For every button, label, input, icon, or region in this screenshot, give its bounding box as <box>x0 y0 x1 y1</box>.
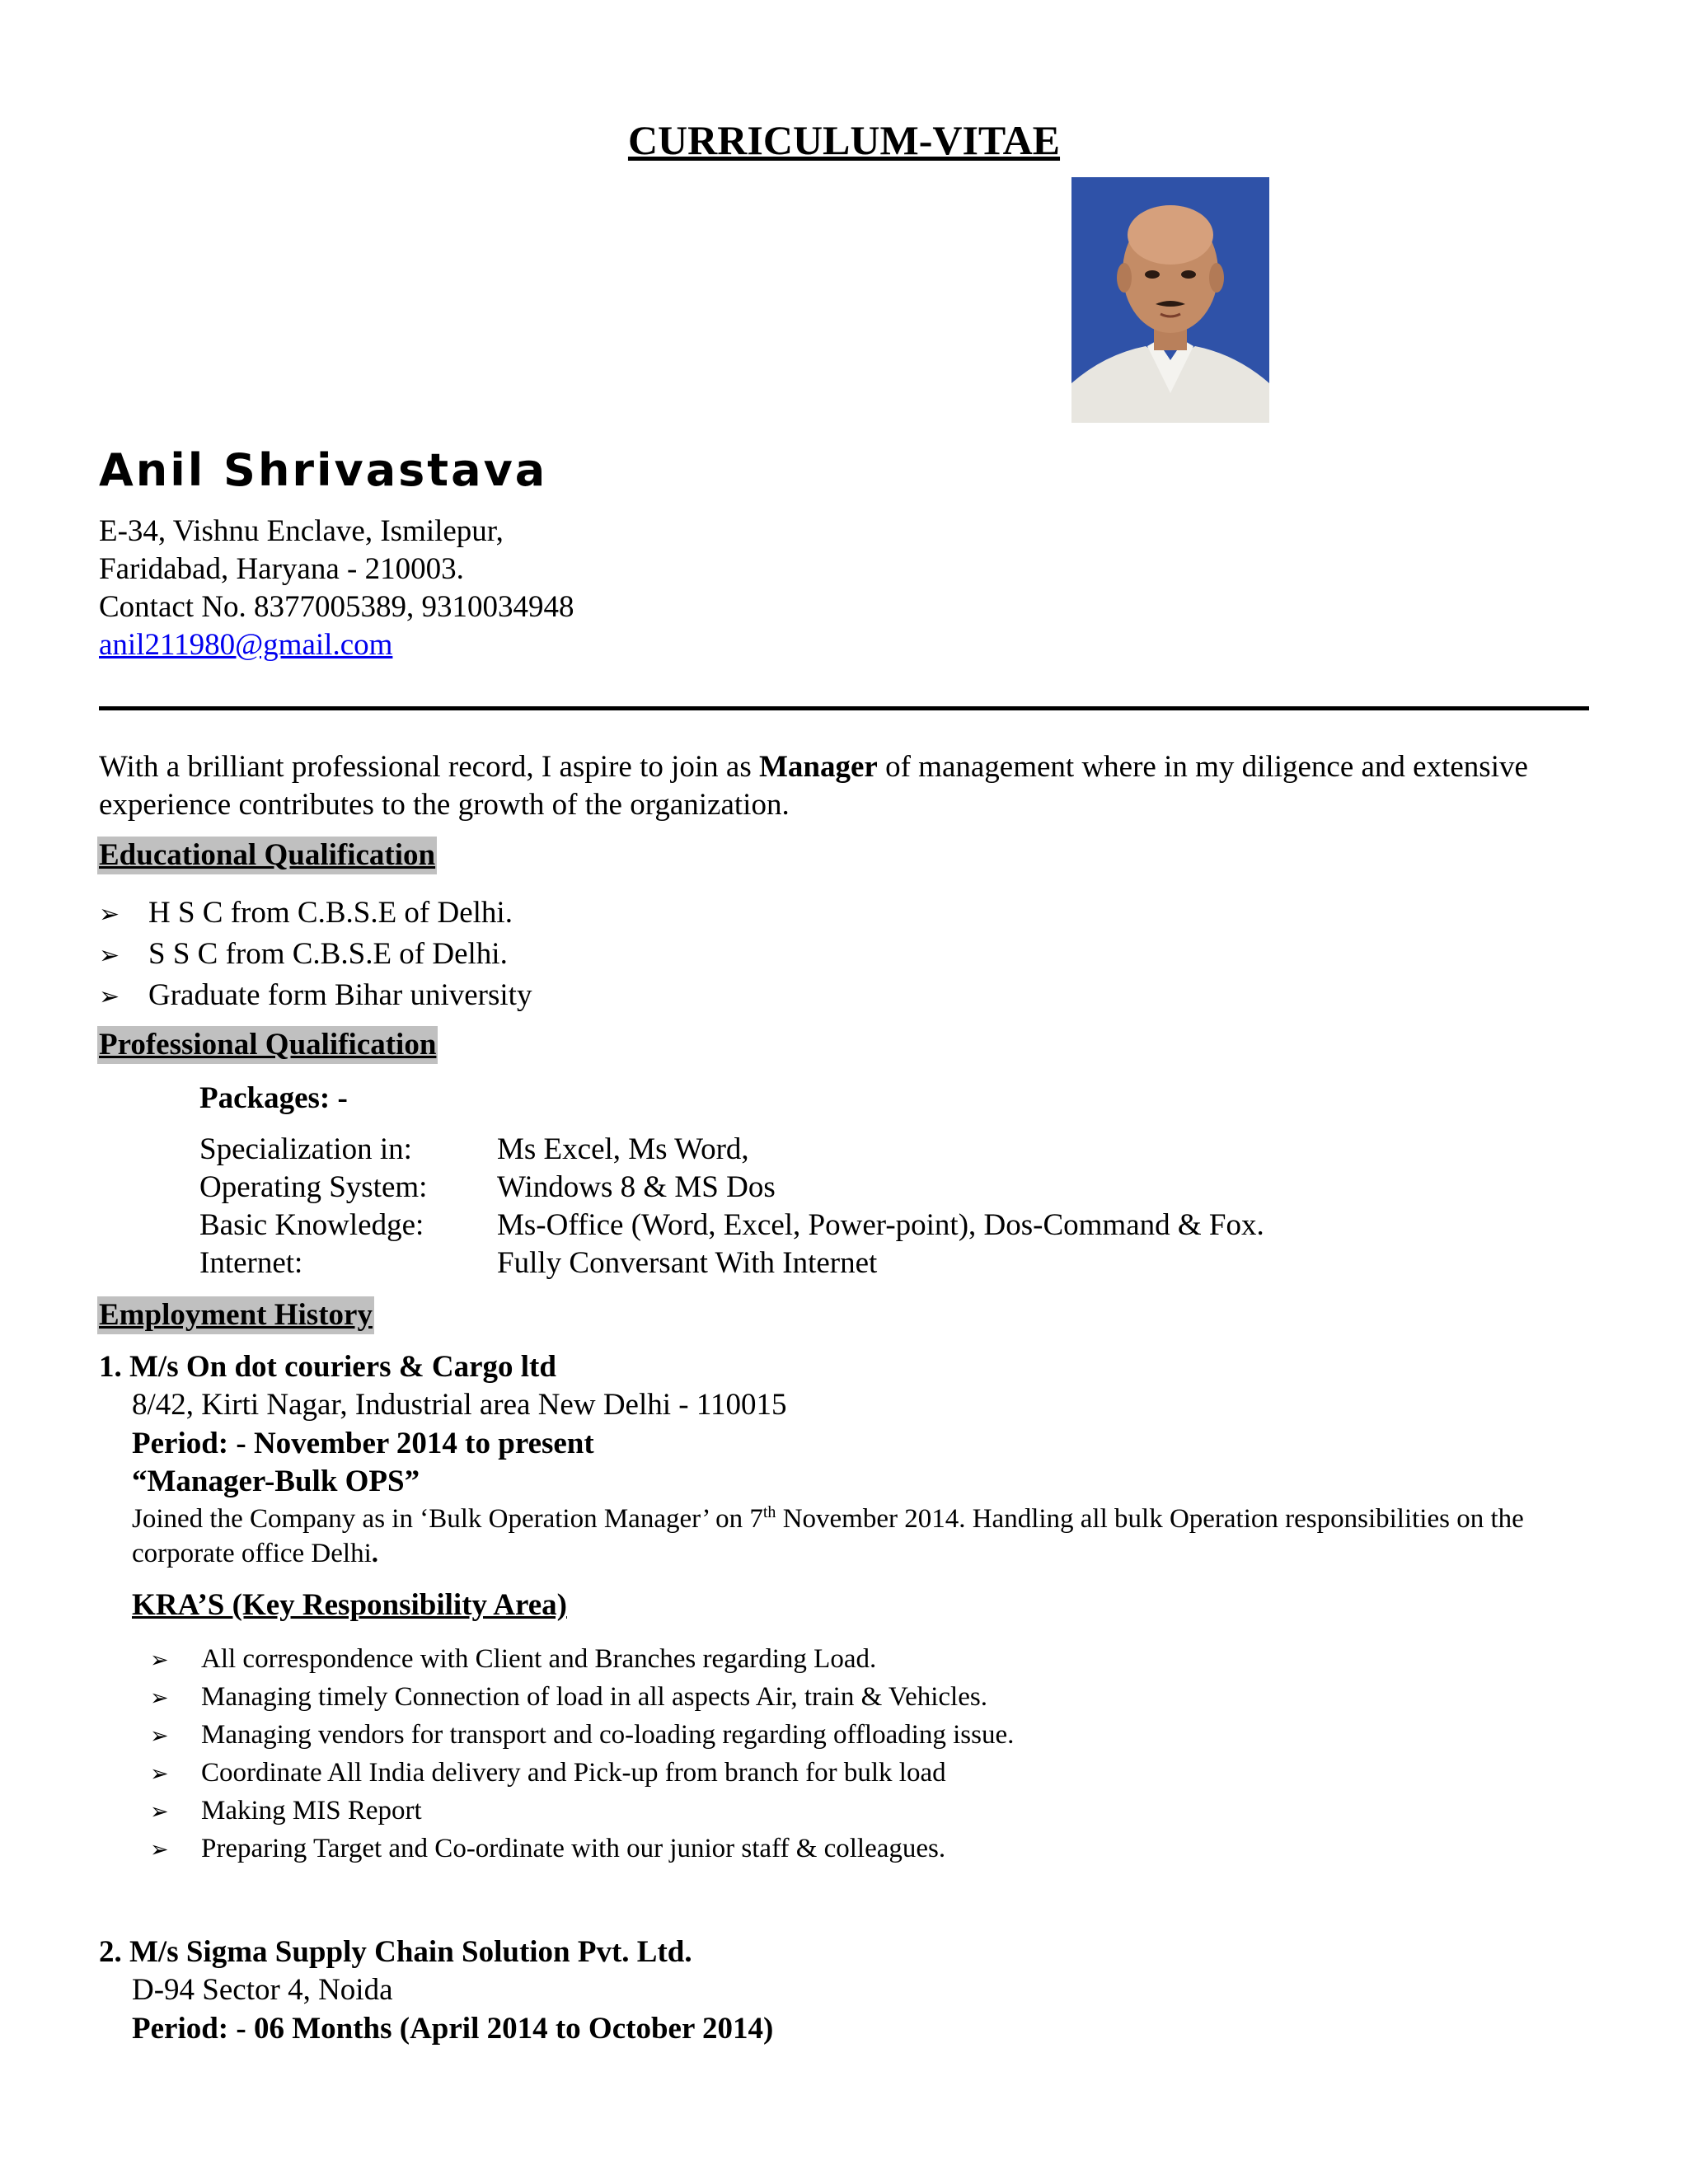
kra-item: ➢ Making MIS Report <box>150 1792 422 1831</box>
skill-key: Specialization in: <box>199 1132 412 1166</box>
arrow-bullet-icon: ➢ <box>150 1647 169 1673</box>
education-item: ➢ H S C from C.B.S.E of Delhi. <box>99 893 513 935</box>
professional-heading: Professional Qualification <box>97 1026 438 1064</box>
packages-label: Packages: - <box>199 1081 348 1115</box>
skill-value: Windows 8 & MS Dos <box>497 1170 776 1204</box>
address-line-2: Faridabad, Haryana - 210003. <box>99 552 464 586</box>
job-title: 1. M/s On dot couriers & Cargo ltd <box>99 1350 556 1384</box>
job-period: Period: - 06 Months (April 2014 to October 2014) <box>132 2012 774 2046</box>
education-heading: Educational Qualification <box>97 837 437 874</box>
profile-photo <box>1071 177 1269 423</box>
candidate-name: Anil Shrivastava <box>99 444 548 496</box>
job-title: 2. M/s Sigma Supply Chain Solution Pvt. Ltd. <box>99 1935 692 1969</box>
arrow-bullet-icon: ➢ <box>150 1761 169 1787</box>
header-divider <box>99 706 1589 710</box>
employment-heading: Employment History <box>97 1296 374 1334</box>
career-objective <box>99 748 1599 824</box>
kra-item: ➢ Preparing Target and Co-ordinate with our junior staff & colleagues. <box>150 1830 945 1869</box>
skill-value: Fully Conversant With Internet <box>497 1246 878 1280</box>
skill-value: Ms Excel, Ms Word, <box>497 1132 749 1166</box>
arrow-bullet-icon: ➢ <box>150 1685 169 1711</box>
arrow-bullet-icon: ➢ <box>150 1723 169 1749</box>
arrow-bullet-icon: ➢ <box>99 900 120 929</box>
skill-key: Basic Knowledge: <box>199 1208 424 1242</box>
profile-photo-image <box>1071 177 1269 423</box>
address-line-1: E-34, Vishnu Enclave, Ismilepur, <box>99 514 504 548</box>
email-link[interactable]: anil211980@gmail.com <box>99 628 393 662</box>
arrow-bullet-icon: ➢ <box>99 982 120 1011</box>
kra-item: ➢ Managing vendors for transport and co-loading regarding offloading issue. <box>150 1716 1014 1755</box>
job-period: Period: - November 2014 to present <box>132 1427 594 1460</box>
skill-key: Internet: <box>199 1246 303 1280</box>
objective-bold-role: Manager <box>758 750 878 784</box>
skill-key: Operating System: <box>199 1170 428 1204</box>
objective-text-2: of management where in my diligence and extensive experience contributes to the growth of the organization. <box>99 750 1528 822</box>
education-item: ➢ S S C from C.B.S.E of Delhi. <box>99 934 508 977</box>
kra-heading: KRA’S (Key Responsibility Area) <box>132 1588 567 1622</box>
skill-value: Ms-Office (Word, Excel, Power-point), Dos-Command & Fox. <box>497 1208 1264 1242</box>
arrow-bullet-icon: ➢ <box>150 1837 169 1863</box>
kra-item: ➢ All correspondence with Client and Branches regarding Load. <box>150 1640 876 1680</box>
arrow-bullet-icon: ➢ <box>150 1799 169 1825</box>
job-address: 8/42, Kirti Nagar, Industrial area New Delhi - 110015 <box>132 1388 787 1422</box>
kra-item: ➢ Managing timely Connection of load in all aspects Air, train & Vehicles. <box>150 1678 987 1718</box>
kra-item: ➢ Coordinate All India delivery and Pick-up from branch for bulk load <box>150 1754 946 1793</box>
document-title: CURRICULUM-VITAE <box>627 117 1061 163</box>
job-address: D-94 Sector 4, Noida <box>132 1973 393 2007</box>
objective-text-1: With a brilliant professional record, I aspire to join as <box>99 750 759 784</box>
arrow-bullet-icon: ➢ <box>99 941 120 970</box>
education-item: ➢ Graduate form Bihar university <box>99 975 532 1018</box>
contact-number: Contact No. 8377005389, 9310034948 <box>99 590 574 624</box>
job-description: Joined the Company as in ‘Bulk Operation Manager’ on 7th November 2014. Handling all bulk Operation responsibilities on the corporate office Delhi. <box>132 1503 1524 1568</box>
job-role: “Manager-Bulk OPS” <box>132 1465 420 1498</box>
